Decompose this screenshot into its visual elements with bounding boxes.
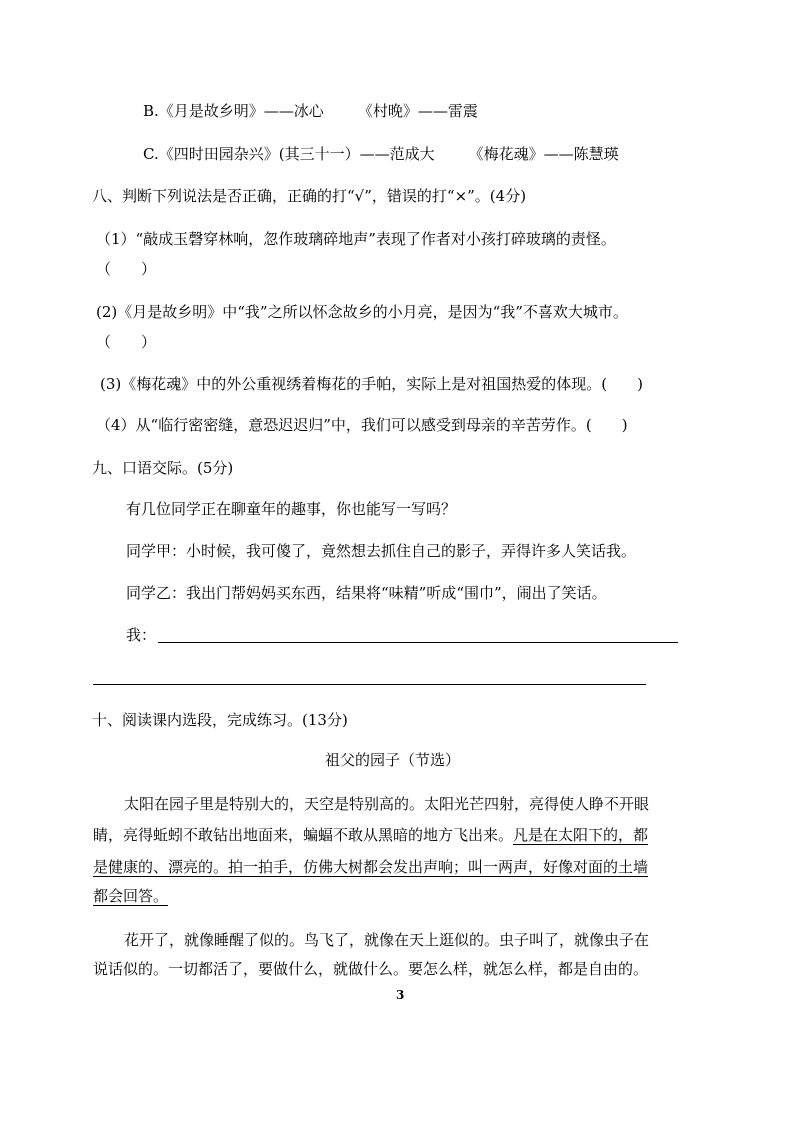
option-c-label: C.: [143, 145, 159, 163]
passage-p1-line-1: 太阳在园子里是特别大的，天空是特别高的。太阳光芒四射，亮得使人睁不开眼: [124, 795, 650, 813]
section8-heading: 八、判断下列说法是否正确，正确的打“√”，错误的打“×”。(4分): [92, 187, 527, 205]
option-c-right: 《梅花魂》——陈慧瑛: [468, 145, 619, 163]
section8-item-1: （1）“敲成玉磬穿林响，忽作玻璃碎地声”表现了作者对小孩打碎玻璃的责怪。: [96, 230, 616, 248]
section9-student-b: 同学乙：我出门帮妈妈买东西，结果将“味精”听成“围巾”，闹出了笑话。: [126, 584, 607, 602]
underlined-sentence-start: 凡是在太阳下的，都: [513, 826, 649, 844]
answer-line-1[interactable]: [158, 642, 678, 643]
underlined-sentence-line-2: 是健康的、漂亮的。拍一拍手，仿佛大树都会发出声响；叫一两声，好像对面的土墙: [93, 858, 649, 876]
section9-me-label: 我：: [126, 626, 157, 644]
section9-prompt: 有几位同学正在聊童年的趣事，你也能写一写吗？: [126, 500, 457, 518]
passage-p2-line-2: 说话似的。一切都活了，要做什么，就做什么。要怎么样，就怎么样，都是自由的。: [93, 960, 649, 978]
page-number: 3: [396, 988, 405, 1002]
option-b-left: 《月是故乡明》——冰心: [158, 102, 324, 120]
section10-heading: 十、阅读课内选段，完成练习。(13分): [92, 711, 348, 729]
underlined-sentence-line-3: 都会回答。: [93, 887, 169, 905]
section8-item-2: (2)《月是故乡明》中“我”之所以怀念故乡的小月亮，是因为“我”不喜欢大城市。: [96, 303, 628, 321]
option-c-left: 《四时田园杂兴》(其三十一）——范成大: [158, 145, 435, 163]
section8-item-1-paren: （ ）: [96, 260, 157, 278]
section8-item-4: （4）从“临行密密缝，意恐迟迟归”中，我们可以感受到母亲的辛苦劳作。( ): [96, 416, 628, 434]
section9-heading: 九、口语交际。(5分): [92, 459, 234, 477]
passage-title: 祖父的园子（节选）: [325, 751, 461, 769]
passage-p1-line-2: [93, 825, 648, 845]
passage-p2-line-1: 花开了，就像睡醒了似的。鸟飞了，就像在天上逛似的。虫子叫了，就像虫子在: [124, 931, 650, 949]
option-b-label: B.: [143, 102, 159, 120]
section8-item-2-paren: （ ）: [96, 333, 157, 351]
section8-item-3: (3)《梅花魂》中的外公重视绣着梅花的手帕，实际上是对祖国热爱的体现。( ): [100, 375, 643, 393]
option-c: [143, 144, 619, 164]
answer-line-2[interactable]: [93, 684, 646, 685]
section9-student-a: 同学甲：小时候，我可傻了，竟然想去抓住自己的影子，弄得许多人笑话我。: [126, 542, 637, 560]
option-b-right: 《村晚》——雷震: [357, 102, 478, 120]
option-b: [143, 101, 478, 121]
passage-p1-line-2-text: 睛，亮得蚯蚓不敢钻出地面来，蝙蝠不敢从黑暗的地方飞出来。: [93, 826, 514, 844]
